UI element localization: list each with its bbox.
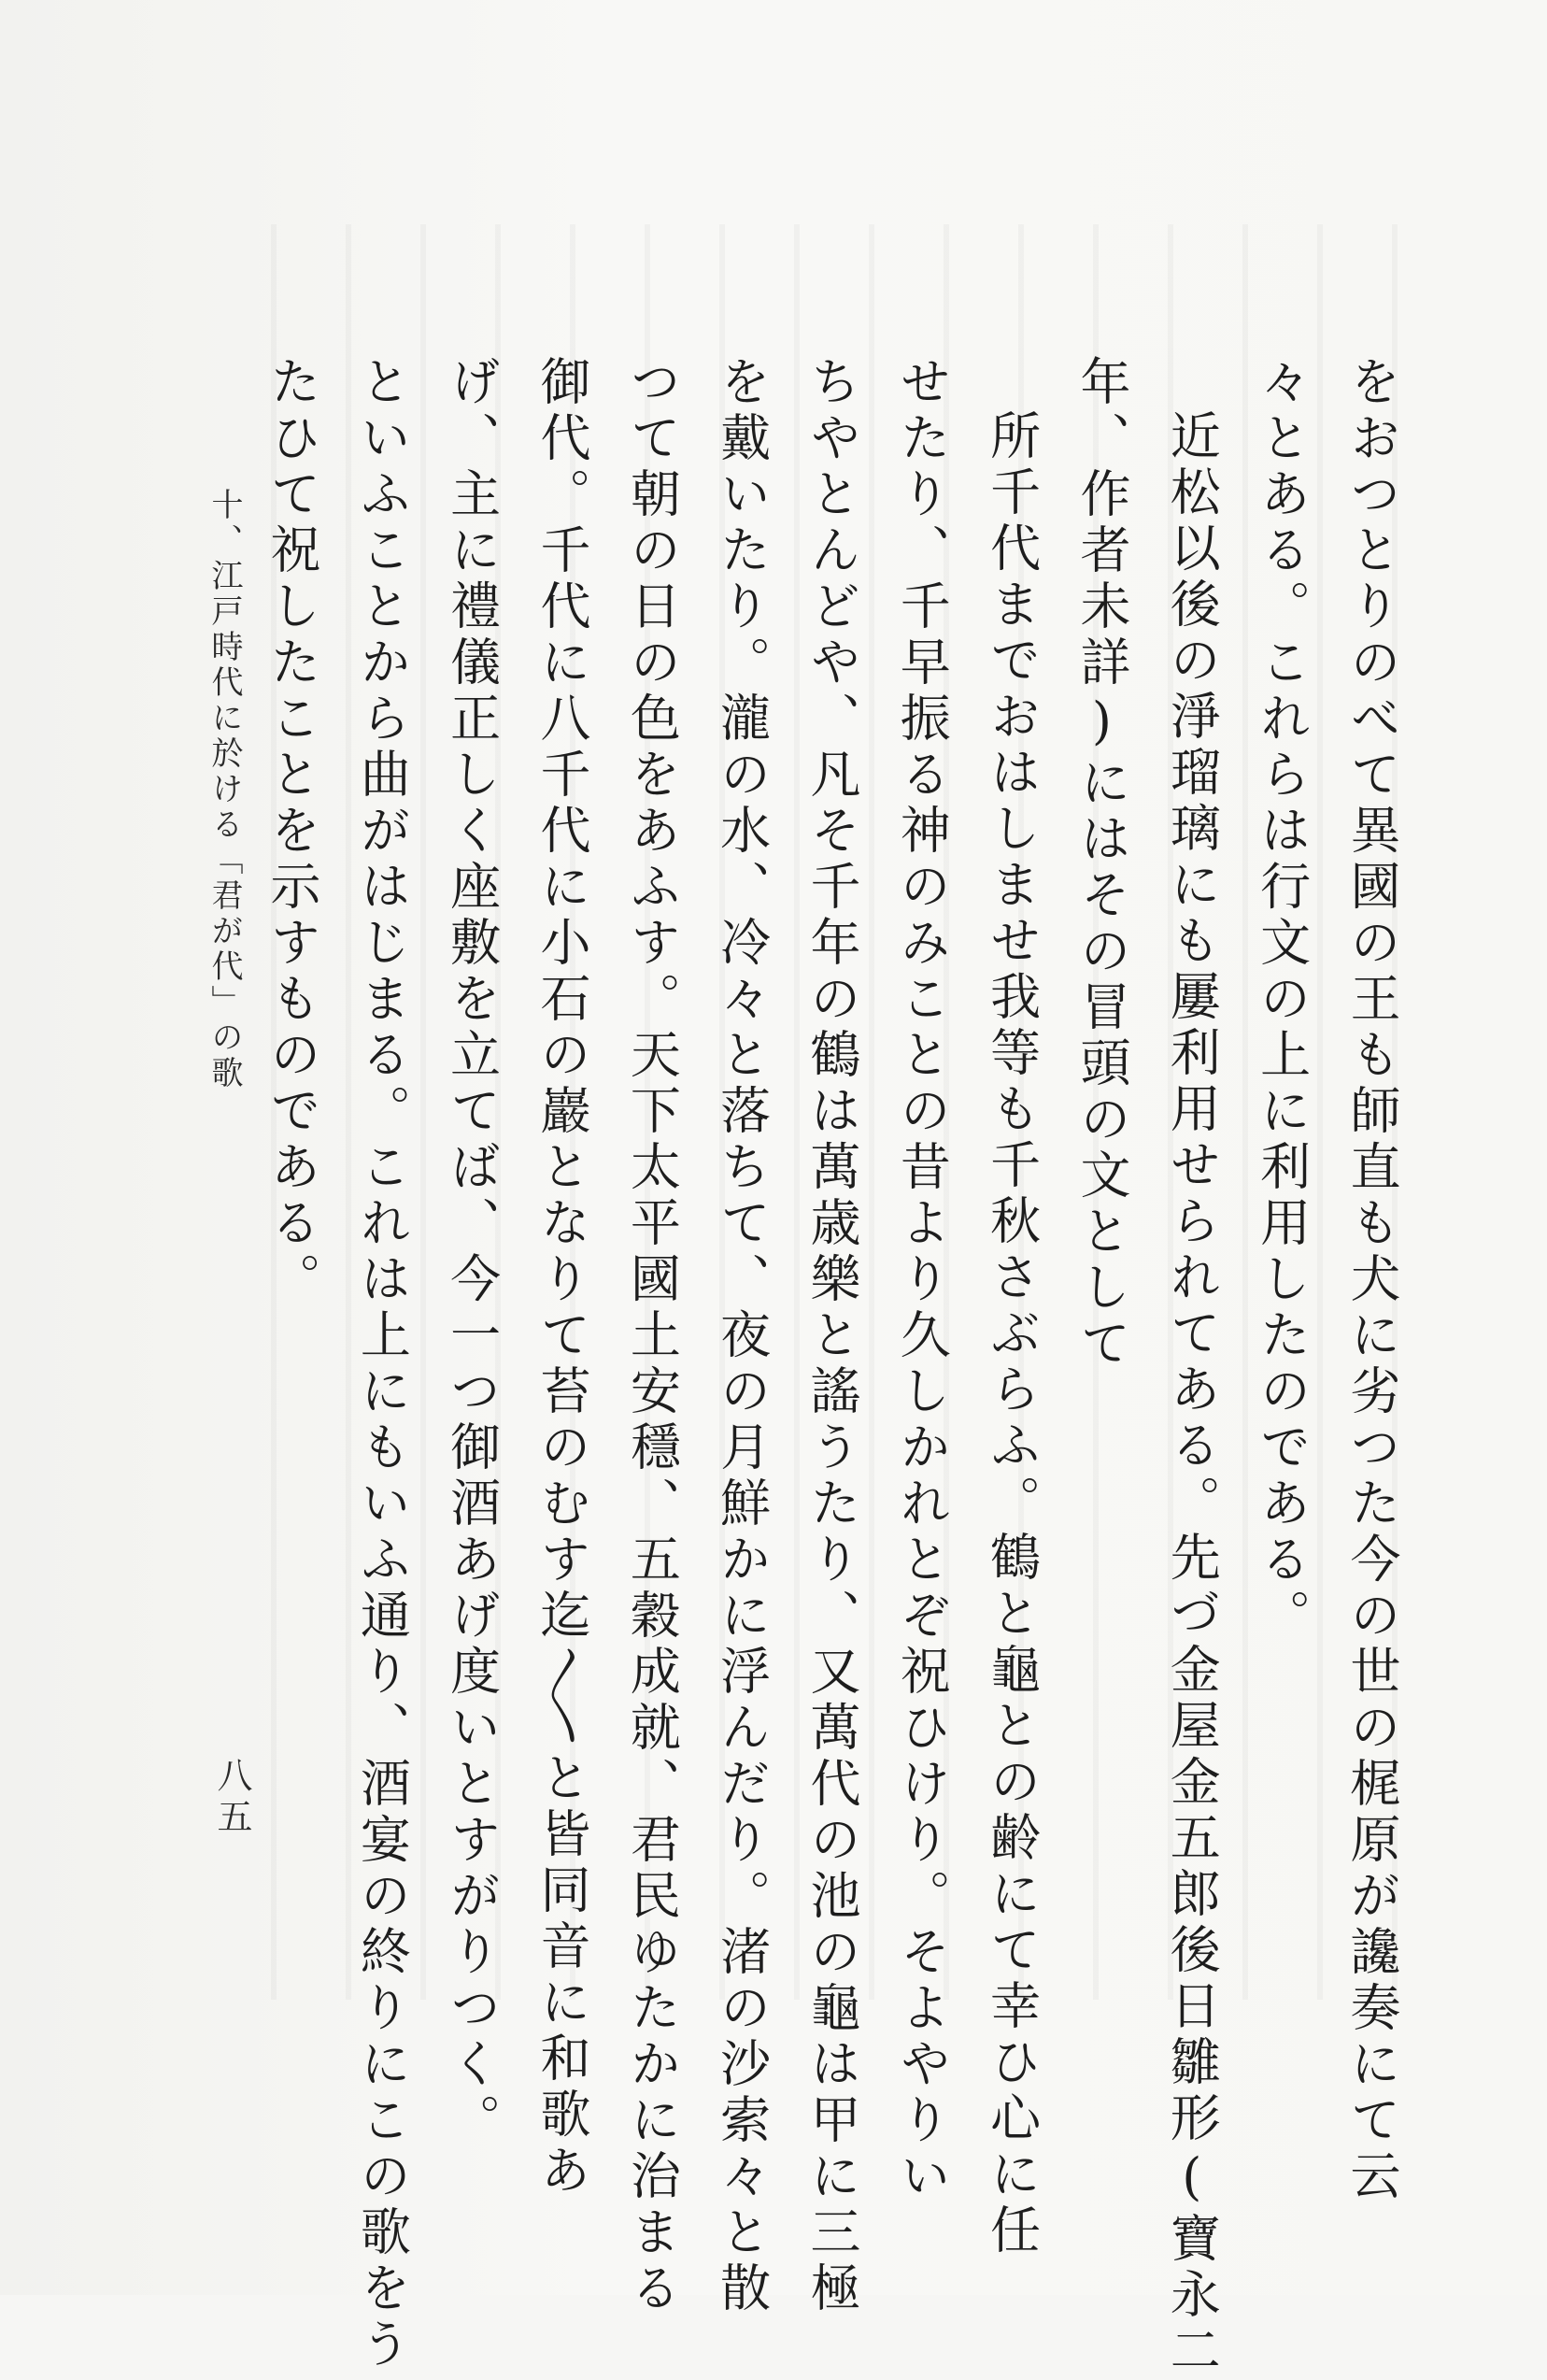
- text-column-7: ちやとんどや、凡そ千年の鶴は萬歳樂と謠うたり、又萬代の池の龜は甲に三極: [802, 355, 861, 2317]
- text-column-5: 所千代までおはしませ我等も千秋さぶらふ。鶴と龜との齢にて幸ひ心に任: [982, 409, 1042, 2259]
- text-column-6: せたり、千早振る神のみことの昔より久しかれとぞ祝ひけり。そよやりい: [892, 355, 952, 2205]
- text-column-4: 年、作者未詳)にはその冒頭の文として: [1072, 355, 1131, 1373]
- text-column-13: たひて祝したことを示すものである。: [263, 355, 321, 1308]
- text-column-2: 々とある。これらは行文の上に利用したのである。: [1252, 355, 1312, 1645]
- vertical-body-text: [262, 355, 1401, 2380]
- text-column-9: つて朝の日の色をあふす。天下太平國土安穩、五穀成就、君民ゆたかに治まる: [622, 355, 682, 2317]
- text-column-12: といふことから曲がはじまる。これは上にもいふ通り、酒宴の終りにこの歌をう: [352, 355, 412, 2373]
- text-column-8: を戴いたり。瀧の水、冷々と落ちて、夜の月鮮かに浮んだり。渚の沙索々と散: [712, 355, 772, 2317]
- page-number: 八五: [211, 1757, 252, 1839]
- text-column-1: をおつとりのべて異國の王も師直も犬に劣つた今の世の梶原が讒奏にて云: [1341, 355, 1401, 2205]
- text-column-3: 近松以後の淨瑠璃にも屢利用せられてある。先づ金屋金五郎後日雛形(寶永二: [1162, 409, 1222, 2380]
- running-head: 十、江戸時代に於ける「君が代」の歌: [206, 488, 243, 1091]
- text-column-11: げ、主に禮儀正しく座敷を立てば、今一つ御酒あげ度いとすがりつく。: [442, 355, 502, 2149]
- text-column-10: 御代。千代に八千代に小石の巖となりて苔のむす迄〳〵と皆同音に和歌あ: [532, 355, 591, 2200]
